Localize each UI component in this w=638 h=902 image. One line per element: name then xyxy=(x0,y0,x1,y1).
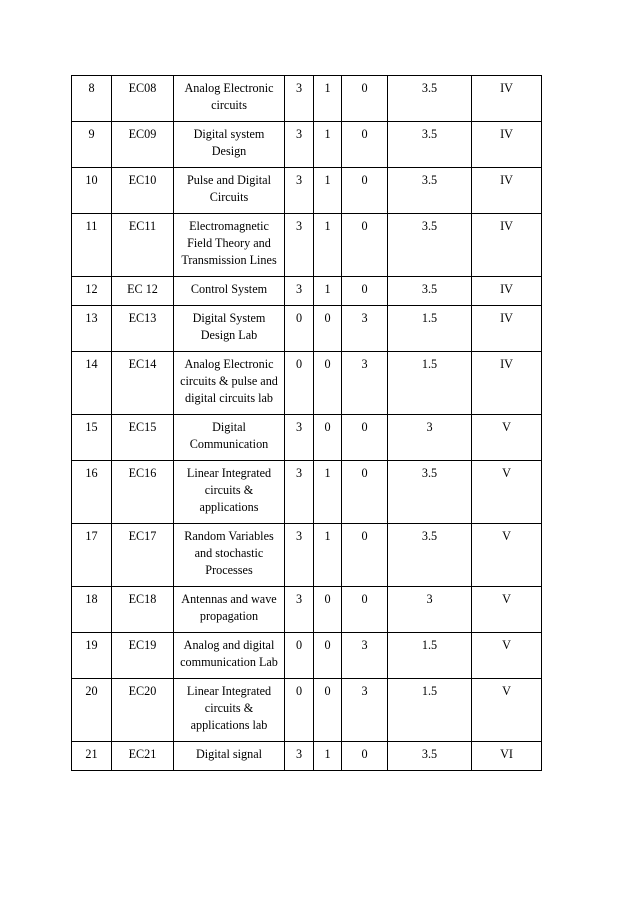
lecture-hours-cell: 3 xyxy=(285,277,314,306)
table-row xyxy=(72,524,542,587)
course-name-cell: Digital system Design xyxy=(174,122,285,168)
serial-number-cell: 11 xyxy=(72,214,112,277)
course-name-cell: Control System xyxy=(174,277,285,306)
course-code-cell: EC15 xyxy=(112,415,174,461)
semester-cell: IV xyxy=(472,168,542,214)
credits-cell: 3.5 xyxy=(388,76,472,122)
credits-cell: 3.5 xyxy=(388,524,472,587)
practical-hours-cell: 3 xyxy=(342,633,388,679)
semester-cell: IV xyxy=(472,76,542,122)
serial-number-cell: 21 xyxy=(72,742,112,771)
table-row xyxy=(72,352,542,415)
lecture-hours-cell: 0 xyxy=(285,633,314,679)
course-name-cell: Random Variables and stochastic Processes xyxy=(174,524,285,587)
tutorial-hours-cell: 0 xyxy=(314,352,342,415)
table-row xyxy=(72,415,542,461)
serial-number-cell: 12 xyxy=(72,277,112,306)
table-row xyxy=(72,277,542,306)
semester-cell: IV xyxy=(472,122,542,168)
tutorial-hours-cell: 1 xyxy=(314,122,342,168)
table-row xyxy=(72,122,542,168)
credits-cell: 1.5 xyxy=(388,352,472,415)
table-row xyxy=(72,214,542,277)
course-name-cell: Digital System Design Lab xyxy=(174,306,285,352)
credits-cell: 3.5 xyxy=(388,277,472,306)
credits-cell: 1.5 xyxy=(388,306,472,352)
course-name-cell: Analog Electronic circuits & pulse and digital circuits lab xyxy=(174,352,285,415)
credits-cell: 3.5 xyxy=(388,122,472,168)
practical-hours-cell: 3 xyxy=(342,306,388,352)
course-name-cell: Antennas and wave propagation xyxy=(174,587,285,633)
table-row xyxy=(72,306,542,352)
practical-hours-cell: 0 xyxy=(342,461,388,524)
semester-cell: IV xyxy=(472,214,542,277)
serial-number-cell: 14 xyxy=(72,352,112,415)
credits-cell: 3.5 xyxy=(388,461,472,524)
course-table xyxy=(71,75,542,771)
semester-cell: IV xyxy=(472,306,542,352)
course-code-cell: EC11 xyxy=(112,214,174,277)
serial-number-cell: 19 xyxy=(72,633,112,679)
course-code-cell: EC10 xyxy=(112,168,174,214)
serial-number-cell: 15 xyxy=(72,415,112,461)
semester-cell: V xyxy=(472,415,542,461)
practical-hours-cell: 0 xyxy=(342,168,388,214)
semester-cell: IV xyxy=(472,352,542,415)
practical-hours-cell: 0 xyxy=(342,76,388,122)
tutorial-hours-cell: 0 xyxy=(314,415,342,461)
lecture-hours-cell: 3 xyxy=(285,587,314,633)
serial-number-cell: 16 xyxy=(72,461,112,524)
lecture-hours-cell: 3 xyxy=(285,76,314,122)
lecture-hours-cell: 0 xyxy=(285,679,314,742)
semester-cell: V xyxy=(472,587,542,633)
course-code-cell: EC18 xyxy=(112,587,174,633)
course-code-cell: EC09 xyxy=(112,122,174,168)
course-table-body xyxy=(72,76,542,771)
course-code-cell: EC 12 xyxy=(112,277,174,306)
practical-hours-cell: 0 xyxy=(342,277,388,306)
course-name-cell: Analog Electronic circuits xyxy=(174,76,285,122)
serial-number-cell: 20 xyxy=(72,679,112,742)
table-row xyxy=(72,461,542,524)
lecture-hours-cell: 3 xyxy=(285,461,314,524)
course-code-cell: EC13 xyxy=(112,306,174,352)
course-name-cell: Electromagnetic Field Theory and Transmission Lines xyxy=(174,214,285,277)
lecture-hours-cell: 3 xyxy=(285,742,314,771)
lecture-hours-cell: 3 xyxy=(285,214,314,277)
course-name-cell: Pulse and Digital Circuits xyxy=(174,168,285,214)
course-code-cell: EC17 xyxy=(112,524,174,587)
serial-number-cell: 10 xyxy=(72,168,112,214)
serial-number-cell: 9 xyxy=(72,122,112,168)
practical-hours-cell: 0 xyxy=(342,524,388,587)
tutorial-hours-cell: 1 xyxy=(314,277,342,306)
tutorial-hours-cell: 0 xyxy=(314,306,342,352)
practical-hours-cell: 0 xyxy=(342,214,388,277)
table-row xyxy=(72,168,542,214)
course-name-cell: Digital signal xyxy=(174,742,285,771)
tutorial-hours-cell: 1 xyxy=(314,461,342,524)
tutorial-hours-cell: 0 xyxy=(314,679,342,742)
course-code-cell: EC14 xyxy=(112,352,174,415)
tutorial-hours-cell: 0 xyxy=(314,633,342,679)
lecture-hours-cell: 3 xyxy=(285,415,314,461)
course-code-cell: EC19 xyxy=(112,633,174,679)
tutorial-hours-cell: 1 xyxy=(314,168,342,214)
tutorial-hours-cell: 0 xyxy=(314,587,342,633)
table-row xyxy=(72,633,542,679)
course-name-cell: Analog and digital communication Lab xyxy=(174,633,285,679)
semester-cell: VI xyxy=(472,742,542,771)
course-name-cell: Digital Communication xyxy=(174,415,285,461)
credits-cell: 3 xyxy=(388,587,472,633)
table-row xyxy=(72,679,542,742)
serial-number-cell: 13 xyxy=(72,306,112,352)
serial-number-cell: 17 xyxy=(72,524,112,587)
course-name-cell: Linear Integrated circuits & applications lab xyxy=(174,679,285,742)
tutorial-hours-cell: 1 xyxy=(314,742,342,771)
semester-cell: IV xyxy=(472,277,542,306)
lecture-hours-cell: 0 xyxy=(285,306,314,352)
lecture-hours-cell: 0 xyxy=(285,352,314,415)
course-code-cell: EC08 xyxy=(112,76,174,122)
course-code-cell: EC16 xyxy=(112,461,174,524)
credits-cell: 1.5 xyxy=(388,633,472,679)
practical-hours-cell: 3 xyxy=(342,679,388,742)
serial-number-cell: 18 xyxy=(72,587,112,633)
table-row xyxy=(72,587,542,633)
credits-cell: 3.5 xyxy=(388,742,472,771)
credits-cell: 1.5 xyxy=(388,679,472,742)
credits-cell: 3 xyxy=(388,415,472,461)
semester-cell: V xyxy=(472,679,542,742)
lecture-hours-cell: 3 xyxy=(285,122,314,168)
practical-hours-cell: 0 xyxy=(342,122,388,168)
table-row xyxy=(72,76,542,122)
practical-hours-cell: 0 xyxy=(342,415,388,461)
credits-cell: 3.5 xyxy=(388,168,472,214)
course-code-cell: EC21 xyxy=(112,742,174,771)
table-row xyxy=(72,742,542,771)
serial-number-cell: 8 xyxy=(72,76,112,122)
credits-cell: 3.5 xyxy=(388,214,472,277)
practical-hours-cell: 0 xyxy=(342,742,388,771)
course-name-cell: Linear Integrated circuits & applications xyxy=(174,461,285,524)
practical-hours-cell: 3 xyxy=(342,352,388,415)
tutorial-hours-cell: 1 xyxy=(314,76,342,122)
tutorial-hours-cell: 1 xyxy=(314,214,342,277)
lecture-hours-cell: 3 xyxy=(285,168,314,214)
semester-cell: V xyxy=(472,524,542,587)
practical-hours-cell: 0 xyxy=(342,587,388,633)
semester-cell: V xyxy=(472,461,542,524)
course-code-cell: EC20 xyxy=(112,679,174,742)
semester-cell: V xyxy=(472,633,542,679)
lecture-hours-cell: 3 xyxy=(285,524,314,587)
tutorial-hours-cell: 1 xyxy=(314,524,342,587)
